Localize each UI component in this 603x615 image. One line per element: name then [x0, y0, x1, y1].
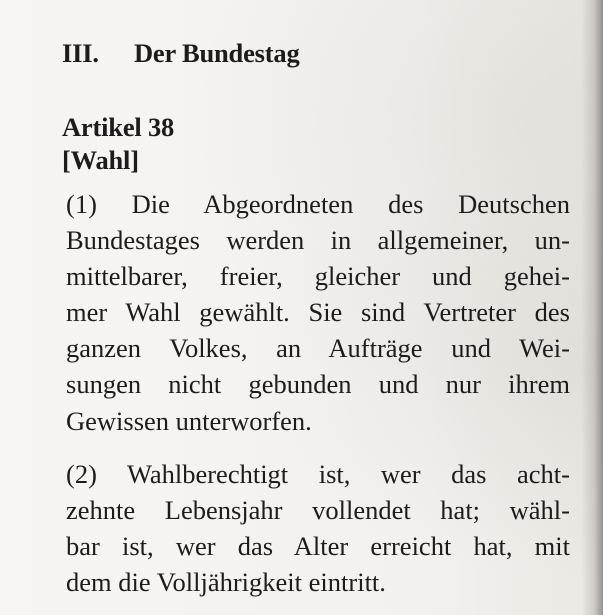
- paragraph-line: Gewissen unterworfen.: [66, 405, 312, 436]
- paragraph-line: sungen nicht gebunden und nur ihrem: [66, 369, 570, 400]
- article-title: Artikel 38: [62, 112, 175, 142]
- article-subtitle: [Wahl]: [62, 145, 139, 175]
- paragraph-1: [66, 186, 570, 439]
- paragraph-line: zehnte Lebensjahr vollendet hat; wähl-: [66, 495, 570, 526]
- paragraph-line: Bundestages werden in allgemeiner, un-: [66, 225, 570, 256]
- section-number: III.: [62, 38, 99, 68]
- paragraph-line: mer Wahl gewählt. Sie sind Vertreter des: [66, 297, 570, 328]
- paragraph-line: (1) Die Abgeordneten des Deutschen: [66, 189, 570, 219]
- paragraph-2: [66, 456, 570, 600]
- paragraph-line: ganzen Volkes, an Aufträge und Wei-: [66, 333, 570, 364]
- paragraph-line: dem die Volljährigkeit eintritt.: [66, 567, 386, 598]
- section-heading: [62, 38, 300, 69]
- section-title: Der Bundestag: [134, 38, 300, 68]
- paragraph-line: mittelbarer, freier, gleicher und gehei-: [66, 261, 570, 292]
- page-binding-shadow: [581, 0, 603, 615]
- paragraph-line: bar ist, wer das Alter erreicht hat, mit: [66, 531, 570, 562]
- paragraph-line: (2) Wahlberechtigt ist, wer das acht-: [66, 459, 570, 489]
